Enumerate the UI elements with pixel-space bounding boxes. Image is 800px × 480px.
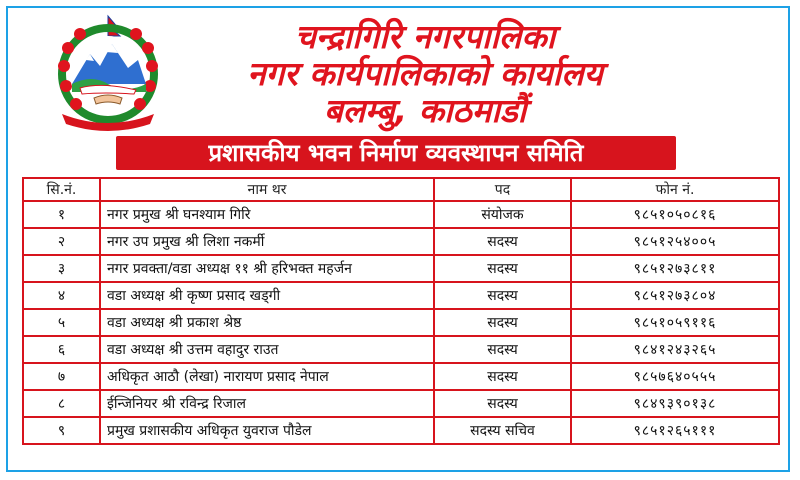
cell-phone: ९८४९३९०१३८ <box>571 390 779 417</box>
col-header-phone: फोन नं. <box>571 178 779 201</box>
cell-name: नगर उप प्रमुख श्री लिशा नकर्मी <box>100 228 434 255</box>
cell-name: ईन्जिनियर श्री रविन्द्र रिजाल <box>100 390 434 417</box>
table-row <box>23 201 779 228</box>
cell-phone: ९८५१२५४००५ <box>571 228 779 255</box>
office-location: बलम्बु, काठमाडौं <box>323 91 527 130</box>
cell-name: नगर प्रवक्ता/वडा अध्यक्ष ११ श्री हरिभक्त महर्जन <box>100 255 434 282</box>
cell-post: सदस्य सचिव <box>434 417 571 444</box>
cell-post: सदस्य <box>434 390 571 417</box>
member-table <box>22 177 780 445</box>
office-title <box>190 18 660 129</box>
cell-post: सदस्य <box>434 363 571 390</box>
cell-sn: २ <box>23 228 100 255</box>
cell-name: अधिकृत आठौ (लेखा) नारायण प्रसाद नेपाल <box>100 363 434 390</box>
table-row <box>23 228 779 255</box>
cell-name: वडा अध्यक्ष श्री कृष्ण प्रसाद खड्गी <box>100 282 434 309</box>
col-header-sn: सि.नं. <box>23 178 100 201</box>
cell-phone: ९८५१०५९११६ <box>571 309 779 336</box>
municipality-name: चन्द्रागिरि नगरपालिका <box>294 17 556 56</box>
committee-banner: प्रशासकीय भवन निर्माण व्यवस्थापन समिति <box>116 136 676 170</box>
table-row <box>23 336 779 363</box>
table-row <box>23 390 779 417</box>
cell-post: सदस्य <box>434 309 571 336</box>
cell-phone: ९८५१२७३८०४ <box>571 282 779 309</box>
cell-sn: ७ <box>23 363 100 390</box>
cell-name: वडा अध्यक्ष श्री उत्तम वहादुर राउत <box>100 336 434 363</box>
cell-sn: ४ <box>23 282 100 309</box>
cell-post: सदस्य <box>434 282 571 309</box>
cell-sn: ९ <box>23 417 100 444</box>
table-row <box>23 282 779 309</box>
cell-name: वडा अध्यक्ष श्री प्रकाश श्रेष्ठ <box>100 309 434 336</box>
cell-phone: ९८४१२४३२६५ <box>571 336 779 363</box>
cell-post: सदस्य <box>434 336 571 363</box>
cell-post: सदस्य <box>434 228 571 255</box>
table-row <box>23 255 779 282</box>
col-header-post: पद <box>434 178 571 201</box>
cell-phone: ९८५१२६५१११ <box>571 417 779 444</box>
cell-sn: ३ <box>23 255 100 282</box>
table-row <box>23 417 779 444</box>
cell-sn: ५ <box>23 309 100 336</box>
cell-sn: ८ <box>23 390 100 417</box>
table-row <box>23 309 779 336</box>
table-header-row <box>23 178 779 201</box>
cell-name: नगर प्रमुख श्री घनश्याम गिरि <box>100 201 434 228</box>
cell-name: प्रमुख प्रशासकीय अधिकृत युवराज पौडेल <box>100 417 434 444</box>
cell-post: संयोजक <box>434 201 571 228</box>
cell-phone: ९८५७६४०५५५ <box>571 363 779 390</box>
col-header-name: नाम थर <box>100 178 434 201</box>
cell-sn: ६ <box>23 336 100 363</box>
cell-phone: ९८५१०५०८१६ <box>571 201 779 228</box>
nepal-emblem-icon <box>42 14 174 132</box>
cell-post: सदस्य <box>434 255 571 282</box>
cell-sn: १ <box>23 201 100 228</box>
table-row <box>23 363 779 390</box>
cell-phone: ९८५१२७३८११ <box>571 255 779 282</box>
office-name: नगर कार्यपालिकाको कार्यालय <box>247 54 603 93</box>
